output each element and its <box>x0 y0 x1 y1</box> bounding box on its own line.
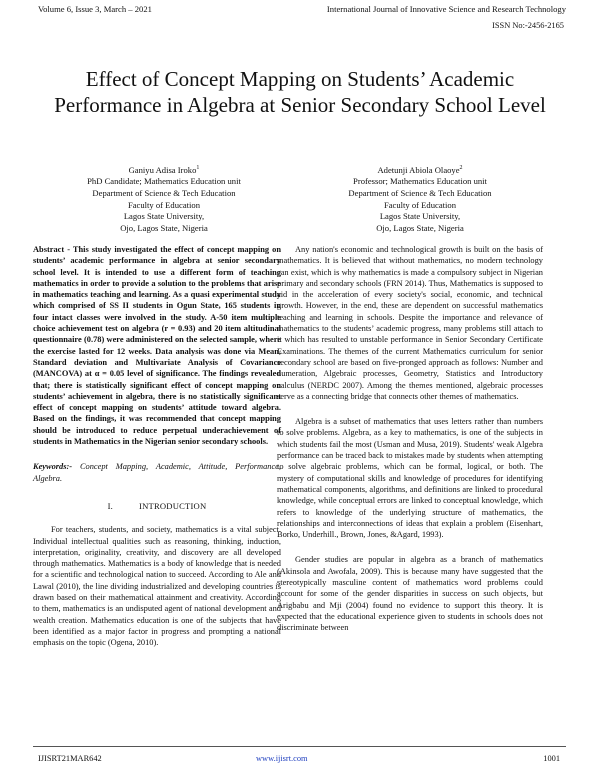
author-2-line-2: Department of Science & Tech Education <box>348 188 492 199</box>
journal-volume-header: Volume 6, Issue 3, March – 2021 <box>38 4 152 14</box>
author-1-line-4: Lagos State University, <box>123 211 205 222</box>
intro-paragraph-1: For teachers, students, and society, mathematics is a vital subject. Individual intellectual qualities such as reasoning, thinking, induction, interpretation, originality, creativity, and discovery are all developed through mathematics. Mathematics is a body of knowledge that is needed for a scientific and technological nation to succeed. According to Ale and Lawal (2010), the line dividing industrialized and developing countries is drawn based on their mathematical attainment and creativity. According to them, mathematics is an undisputed agent of national development and wealth creation. Mathematics education is one of the subjects that have been identified as a major factor in progress and prompting a national emphasis on the topic (Ogena, 2010). <box>33 525 281 648</box>
author-1-line-5: Ojo, Lagos State, Nigeria <box>120 222 208 233</box>
left-column <box>33 244 281 649</box>
journal-website-link[interactable]: www.ijisrt.com <box>256 754 308 763</box>
author-block-2 <box>320 163 520 234</box>
author-block-1 <box>64 163 264 234</box>
author-2-line-4: Lagos State University, <box>379 211 461 222</box>
paper-id: IJISRT21MAR642 <box>38 754 102 763</box>
right-column <box>277 244 543 634</box>
author-1-line-1: PhD Candidate; Mathematics Education unit <box>87 176 241 187</box>
section-title: INTRODUCTION <box>139 500 207 511</box>
author-1-line-2: Department of Science & Tech Education <box>92 188 236 199</box>
body-paragraph-3: Gender studies are popular in algebra as a branch of mathematics (Akinsola and Awofala, 2009). This is because many have suggested that the stereotypically masculine content of mathematics word problems could account for some of the gender disparities in success on such objects, but Arigbabu and Mji (2004) found no evidence to support this theory. It is expected that the educational experience given to students in schools does not discriminate between <box>277 555 543 633</box>
page-number: 1001 <box>543 754 560 763</box>
author-2-line-5: Ojo, Lagos State, Nigeria <box>376 222 464 233</box>
section-heading <box>33 501 281 512</box>
keywords-label: Keywords:- <box>33 462 73 472</box>
keywords-text: Concept Mapping, Academic, Attitude, Performance, Algebra. <box>33 462 281 483</box>
paper-title: Effect of Concept Mapping on Students’ Academic Performance in Algebra at Senior Secondary School Level <box>54 67 546 117</box>
abstract: Abstract - This study investigated the effect of concept mapping on students’ academic performance in algebra at senior secondary school level. It is intended to use a different form of teaching mathematics in order to provide a solution to the problems that arise in mathematics teaching and learning. As a quasi experimental study which comprised of SS II students in Ogun State, 165 students in four intact classes were involved in the study. A-50 item multiple choice achievement test on algebra (r = 0.93) and 20 item altitudinal questionnaire (0.78) were administered on the selected sample, where the exercise lasted for 12 weeks. Data analysis was done via Mean, Standard deviation and Multivariate Analysis of Covariance (MANCOVA) at α = 0.05 level of significance. The findings revealed that; there is statistically significant effect of concept mapping on students’ achievement in algebra, there is no statistically significant effect of concept mapping on students’ attitude toward algebra. Based on the findings, it was recommended that concept mapping should be introduced to reduce perpetual underachievement of students in Mathematics in the Nigerian senior secondary schools. <box>33 245 281 447</box>
body-paragraph-1: Any nation's economic and technological growth is built on the basis of mathematics. It is believed that without mathematics, no modern technology can exist, which is why mathematics is made a compulsory subject in Nigerian primary and secondary schools (FRN 2014). Thus, Mathematics is supposed to aid in the acceleration of every society's social, economic, and technical growth. However, in the end, these are dependent on successful mathematics teaching and learning in schools. Despite the importance and relevance of mathematics to the students’ academic progress, many problems still attach to it which has resulted to unstable performance in Senior Secondary Certificate Examinations. The themes of the current Mathematics curriculum for senior secondary school are based on five-pronged approach as follows: Number and numeration, Algebraic processes, Geometry, Statistics and Introductory calculus (NERDC 2007). Among the themes mentioned, algebraic processes serve as a connecting bridge that connects other themes of mathematics. <box>277 245 543 401</box>
issn-number: ISSN No:-2456-2165 <box>492 21 564 30</box>
body-paragraph-2: Algebra is a subset of mathematics that uses letters rather than numbers to solve problems. Algebra, as a key to mathematics, is one of the subjects in which students fail the most (Usman and Musa, 2019). Students' weak Algebra performance can be traced back to mistakes made by students when attempting to solve algebraic problems, which can be formal, logical, or both. The mystery of computational skills and knowledge of procedures for identifying mathematical components, algorithms, and definitions are linked to procedural knowledge, while conceptual errors are linked to conceptual knowledge, which refers to knowledge of the underlying structure of mathematics, the relationships and interconnections of ideas that explain a problem (Eisenhart, Borko, Underhill., Brown, Jones, &Agard, 1993). <box>277 417 543 540</box>
footer-divider <box>33 746 566 747</box>
author-1-line-3: Faculty of Education <box>127 199 201 210</box>
author-2-line-1: Professor; Mathematics Education unit <box>353 176 487 187</box>
journal-name-header: International Journal of Innovative Science and Research Technology <box>326 4 566 14</box>
section-number: I. <box>107 500 114 511</box>
keywords <box>33 461 281 484</box>
author-name-2: Adetunji Abiola Olaoye$^2$ <box>377 164 463 175</box>
author-2-line-3: Faculty of Education <box>383 199 457 210</box>
author-name-1: Ganiyu Adisa Iroko$^1$ <box>128 164 200 175</box>
